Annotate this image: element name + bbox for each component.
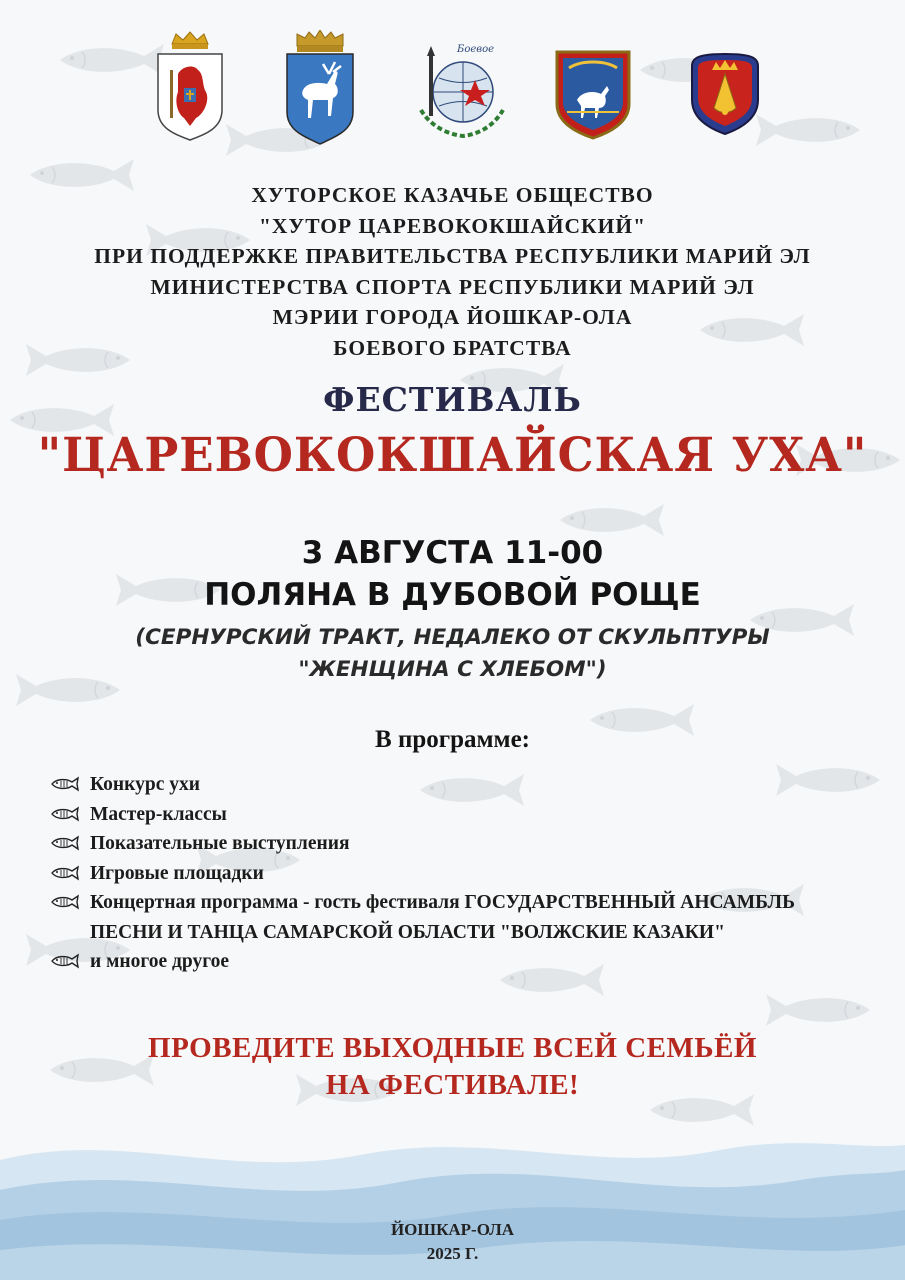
organizer-line: МЭРИИ ГОРОДА ЙОШКАР-ОЛА xyxy=(272,305,633,329)
festival-label: ФЕСТИВАЛЬ xyxy=(323,380,582,419)
program-item xyxy=(50,829,870,859)
mari-el-coat-of-arms xyxy=(152,30,228,142)
organizer-line: БОЕВОГО БРАТСТВА xyxy=(333,335,572,360)
program-item-text: Конкурс ухи xyxy=(90,774,200,795)
call-to-action xyxy=(0,1030,905,1104)
program-item xyxy=(50,888,870,947)
fish-icon xyxy=(50,835,80,851)
organizer-line: ХУТОРСКОЕ КАЗАЧЬЕ ОБЩЕСТВО xyxy=(251,183,654,207)
program-item-text: Концертная программа - гость фестиваля ГОСУДАРСТВЕННЫЙ АНСАМБЛЬ ПЕСНИ И ТАНЦА САМАРСКОЙ ОБЛАСТИ "ВОЛЖСКИЕ КАЗАКИ" xyxy=(90,892,795,943)
fish-icon xyxy=(50,865,80,881)
program-item xyxy=(50,800,870,830)
organizer-line: ПРИ ПОДДЕРЖКЕ ПРАВИТЕЛЬСТВА РЕСПУБЛИКИ МАРИЙ ЭЛ xyxy=(94,244,811,268)
organizers-block xyxy=(0,180,905,363)
event-datetime: 3 АВГУСТА 11-00 xyxy=(301,535,604,571)
emblems-row xyxy=(0,30,905,150)
fish-icon xyxy=(50,806,80,822)
boevoe-bratstvo-emblem xyxy=(415,40,509,140)
cta-line-2: НА ФЕСТИВАЛЕ! xyxy=(325,1069,580,1101)
volzhskoe-kazache-voisko-emblem xyxy=(686,50,764,136)
footer-year: 2025 Г. xyxy=(426,1244,479,1263)
program-item-text: Мастер-классы xyxy=(90,803,227,825)
festival-title: "ЦАРЕВОКОКШАЙСКАЯ УХА" xyxy=(37,428,868,483)
address-line-1: (СЕРНУРСКИЙ ТРАКТ, НЕДАЛЕКО ОТ СКУЛЬПТУРЫ xyxy=(135,625,770,650)
program-list xyxy=(50,770,870,977)
event-address xyxy=(0,622,905,686)
event-datetime-place xyxy=(0,532,905,616)
event-place: ПОЛЯНА В ДУБОВОЙ РОЩЕ xyxy=(204,577,701,613)
program-item xyxy=(50,770,870,800)
address-line-2: "ЖЕНЩИНА С ХЛЕБОМ") xyxy=(298,657,607,682)
fish-icon xyxy=(50,953,80,969)
fish-icon xyxy=(50,776,80,792)
fish-icon xyxy=(50,894,80,910)
program-item xyxy=(50,947,870,977)
khutor-tsarevokokshaisky-emblem xyxy=(553,46,633,140)
yoshkar-ola-coat-of-arms xyxy=(283,30,357,146)
cta-line-1: ПРОВЕДИТЕ ВЫХОДНЫЕ ВСЕЙ СЕМЬЁЙ xyxy=(148,1032,757,1064)
program-title: В программе: xyxy=(375,726,530,753)
svg-text:Боевое: Боевое xyxy=(457,44,495,55)
program-item xyxy=(50,859,870,889)
footer xyxy=(0,1218,905,1266)
footer-city: ЙОШКАР-ОЛА xyxy=(390,1220,515,1239)
program-item-text: Показательные выступления xyxy=(90,833,350,854)
program-item-text: Игровые площадки xyxy=(90,862,264,884)
organizer-line: "ХУТОР ЦАРЕВОКОКШАЙСКИЙ" xyxy=(258,213,647,238)
organizer-line: МИНИСТЕРСТВА СПОРТА РЕСПУБЛИКИ МАРИЙ ЭЛ xyxy=(150,274,755,299)
program-item-text: и многое другое xyxy=(90,951,230,972)
